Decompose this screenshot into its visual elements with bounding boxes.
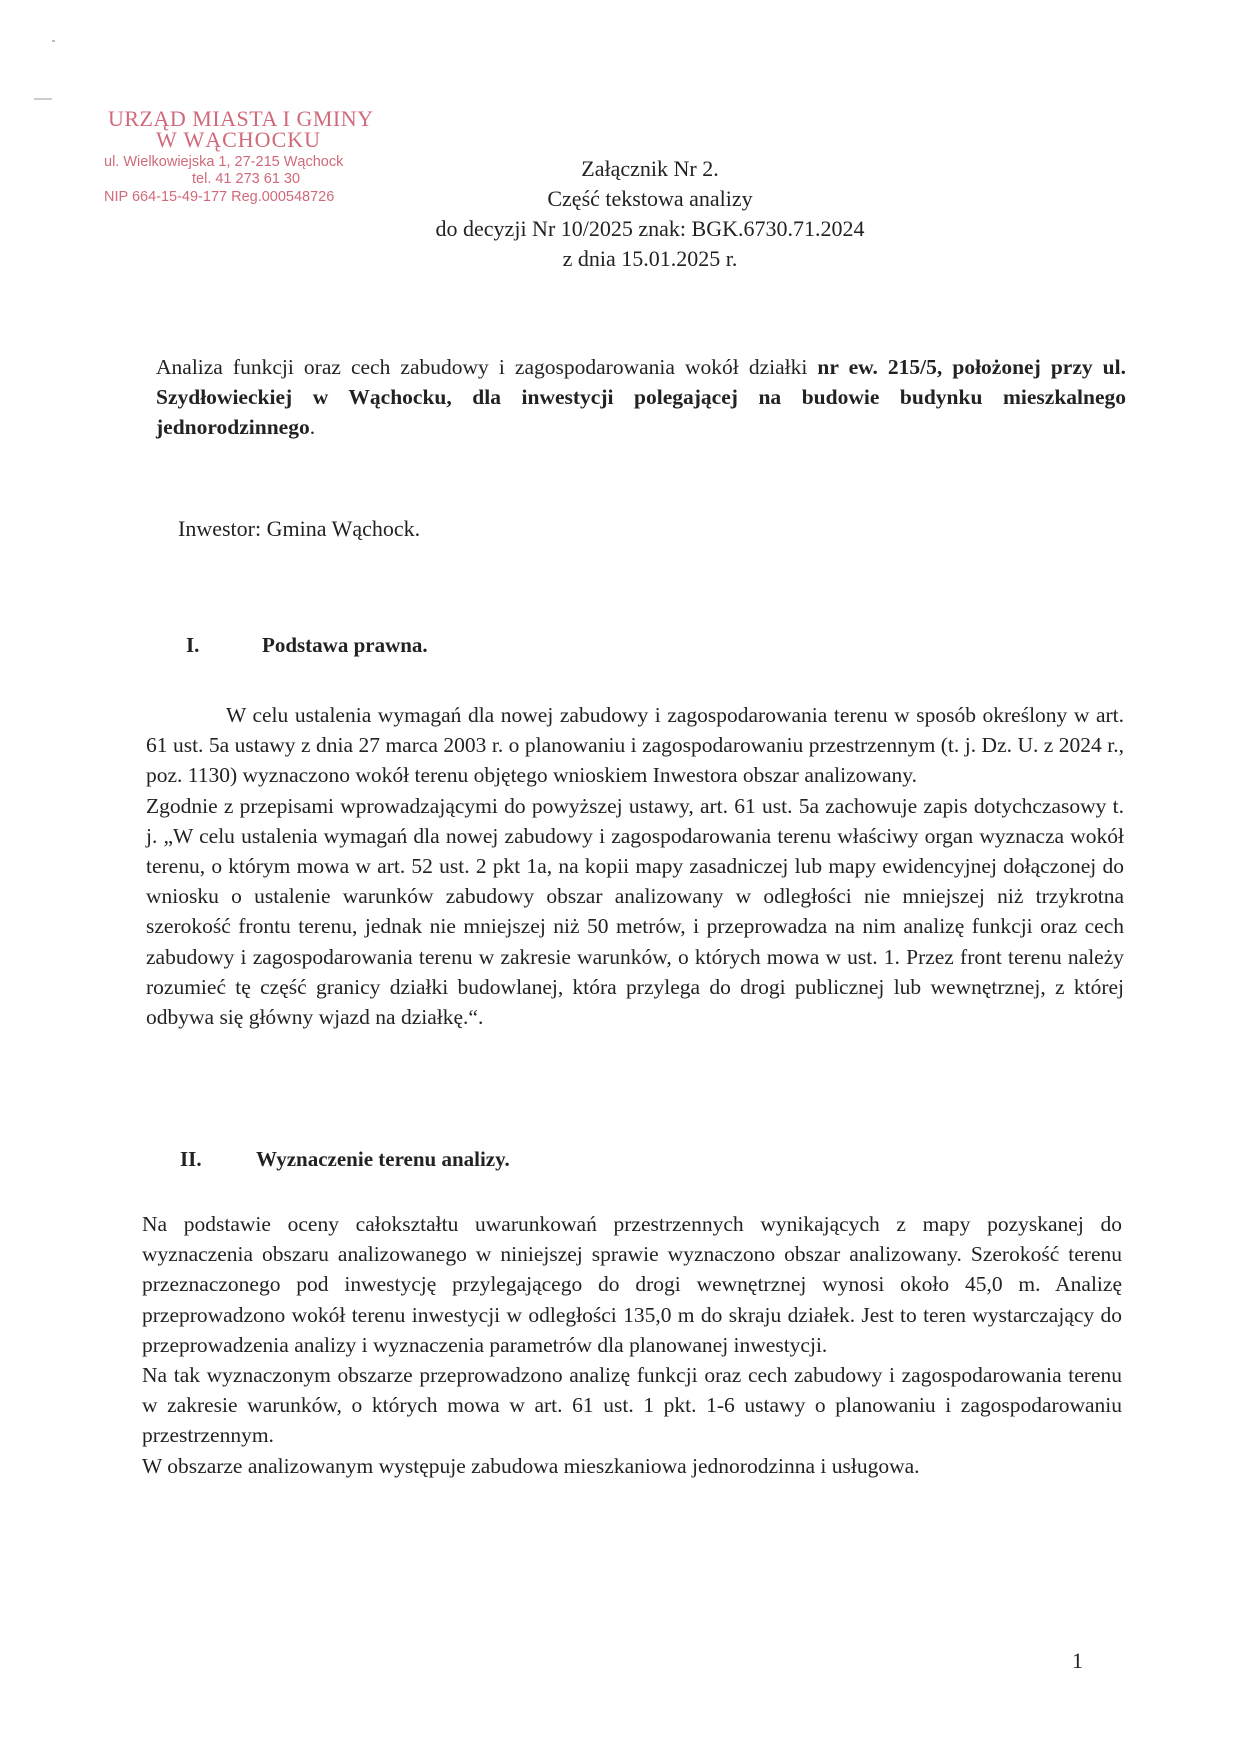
attachment-label: Załącznik Nr 2. bbox=[581, 156, 719, 181]
stamp-line-2: W WĄCHOCKU bbox=[156, 127, 322, 152]
page-number: 1 bbox=[1072, 1648, 1083, 1673]
section-1-number: I. bbox=[186, 633, 200, 657]
section-2-paragraph-3: W obszarze analizowanym występuje zabudowa mieszkaniowa jednorodzinna i usługowa. bbox=[142, 1453, 920, 1478]
decision-date: z dnia 15.01.2025 r. bbox=[562, 246, 738, 271]
attachment-subtitle: Część tekstowa analizy bbox=[547, 186, 753, 211]
stamp-line-4: tel. 41 273 61 30 bbox=[192, 171, 301, 187]
analysis-title bbox=[156, 352, 1126, 442]
section-2-paragraph-1: Na podstawie oceny całokształtu uwarunkowań przestrzennych wynikających z mapy pozyskanej do wyznaczenia obszaru analizowanego w niniejszej sprawie wyznaczono obszar analizowany. Szerokość terenu przeznaczonego pod inwestycję przylegającego do drogi wewnętrznej wynosi około 45,0 m. Analizę przeprowadzono wokół terenu inwestycji w odległości 135,0 m do skraju działek. Jest to teren wystarczający do przeprowadzenia analizy i wyznaczenia parametrów dla planowanej inwestycji. bbox=[142, 1212, 1122, 1357]
stamp-line-3: ul. Wielkowiejska 1, 27-215 Wąchock bbox=[104, 154, 344, 170]
section-1-body bbox=[146, 700, 1124, 1032]
section-2-number: II. bbox=[180, 1147, 202, 1171]
analysis-title-normal: Analiza funkcji oraz cech zabudowy i zagospodarowania wokół działki bbox=[156, 355, 818, 379]
stamp-line-5: NIP 664-15-49-177 Reg.000548726 bbox=[104, 189, 335, 205]
analysis-title-bold: nr ew. 215/5, położonej przy ul. Szydłowieckiej w Wąchocku, dla inwestycji polegającej na budowie budynku mieszkalnego jednorodzinnego bbox=[156, 355, 1126, 439]
section-1-paragraph-1: W celu ustalenia wymagań dla nowej zabudowy i zagospodarowania terenu w sposób określony w art. 61 ust. 5a ustawy z dnia 27 marca 2003 r. o planowaniu i zagospodarowaniu przestrzennym (t. j. Dz. U. z 2024 r., poz. 1130) wyznaczono wokół terenu objętego wnioskiem Inwestora obszar analizowany. bbox=[146, 703, 1124, 788]
scan-speck bbox=[34, 98, 52, 100]
section-2-body bbox=[142, 1209, 1122, 1481]
analysis-title-end: . bbox=[309, 415, 316, 439]
scan-speck bbox=[52, 40, 55, 42]
investor-line: Inwestor: Gmina Wąchock. bbox=[178, 516, 421, 541]
section-2-title: Wyznaczenie terenu analizy. bbox=[256, 1147, 510, 1171]
section-2-paragraph-2: Na tak wyznaczonym obszarze przeprowadzono analizę funkcji oraz cech zabudowy i zagospodarowania terenu w zakresie warunków, o których mowa w art. 61 ust. 1 pkt. 1-6 ustawy o planowaniu i zagospodarowaniu przestrzennym. bbox=[142, 1363, 1122, 1448]
section-1-paragraph-2: Zgodnie z przepisami wprowadzającymi do powyższej ustawy, art. 61 ust. 5a zachowuje zapis dotychczasowy t. j. „W celu ustalenia wymagań dla nowej zabudowy i zagospodarowania terenu właściwy organ wyznacza wokół terenu, o którym mowa w art. 52 ust. 2 pkt 1a, na kopii mapy zasadniczej lub mapy ewidencyjnej dołączonej do wniosku o ustalenie warunków zabudowy obszar analizowany w odległości nie mniejszej niż trzykrotna szerokość frontu terenu, jednak nie mniejszej niż 50 metrów, i przeprowadza na nim analizę funkcji oraz cech zabudowy i zagospodarowania terenu w zakresie warunków, o których mowa w ust. 1. Przez front terenu należy rozumieć tę część granicy działki budowlanej, która przylega do drogi publicznej lub wewnętrznej, z której odbywa się główny wjazd na działkę.“. bbox=[146, 793, 1124, 1030]
decision-reference: do decyzji Nr 10/2025 znak: BGK.6730.71.2024 bbox=[435, 216, 865, 241]
section-1-title: Podstawa prawna. bbox=[262, 633, 428, 657]
document-header bbox=[340, 154, 960, 274]
stamp-line-1: URZĄD MIASTA I GMINY bbox=[108, 106, 374, 131]
